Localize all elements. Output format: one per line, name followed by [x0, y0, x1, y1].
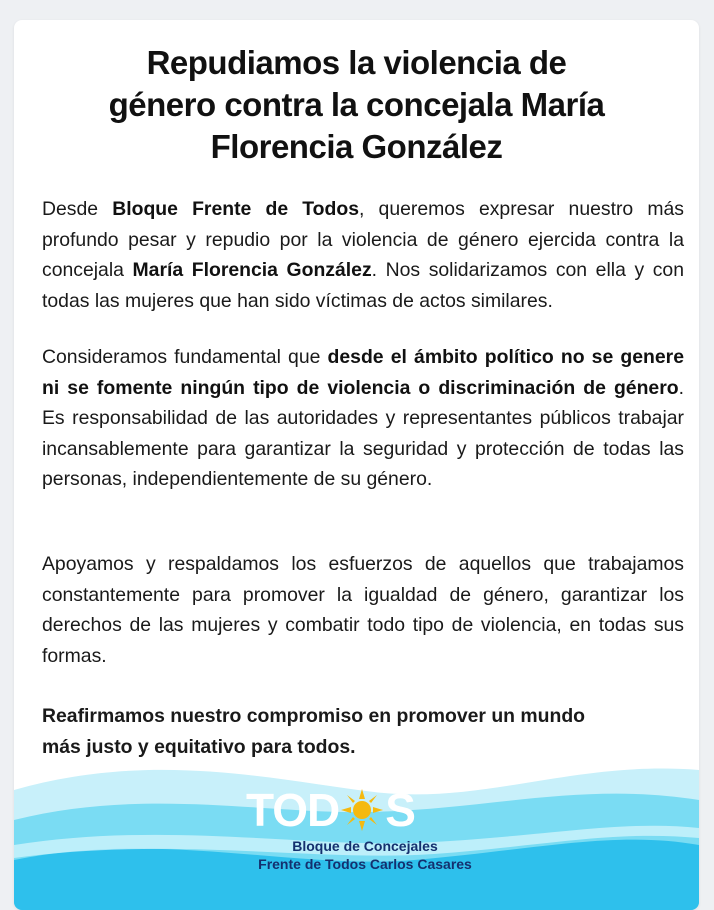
text: . Nos solidarizamos con ella y con todas las mujeres que han sido víctimas de actos similares.: [42, 259, 684, 312]
commitment-line: más justo y equitativo para todos.: [42, 735, 356, 758]
paragraph-solidarity: [42, 194, 684, 316]
title-line: género contra la concejala María: [108, 86, 605, 123]
todos-logo: [246, 784, 446, 836]
logo-text: S: [385, 784, 415, 836]
org-line: Frente de Todos Carlos Casares: [258, 856, 472, 872]
logo-text: TOD: [246, 784, 340, 836]
org-line: Bloque de Concejales: [292, 838, 438, 854]
text: , queremos expresar nuestro más profundo pesar y repudio por la violencia de género ejercida contra la concejala: [42, 198, 684, 281]
paragraph-responsibility: [42, 342, 684, 495]
paragraph-support: Apoyamos y respaldamos los esfuerzos de aquellos que trabajamos constantemente para promover la igualdad de género, garantizar los derechos de las mujeres y combatir todo tipo de violencia, en todas sus formas.: [42, 553, 684, 667]
text: . Es responsabilidad de las autoridades y representantes públicos trabajar incansablemente para garantizar la seguridad y protección de todas las personas, independientemente de su género.: [42, 376, 684, 490]
title-line: Repudiamos la violencia de: [146, 44, 567, 81]
bloc-name: Bloque Frente de Todos: [112, 198, 360, 220]
commitment-line: Reafirmamos nuestro compromiso en promover un mundo: [42, 705, 586, 727]
statement-card: [14, 20, 699, 910]
title-line: Florencia González: [210, 128, 503, 165]
text: Desde: [42, 198, 113, 220]
councilor-name: María Florencia González: [132, 259, 372, 281]
text: Consideramos fundamental que: [42, 346, 328, 368]
emphasis: desde el ámbito político no se genere ni se fomente ningún tipo de violencia o discriminación de género: [42, 346, 684, 399]
sun-icon: [340, 788, 384, 832]
statement-title: [74, 42, 639, 168]
